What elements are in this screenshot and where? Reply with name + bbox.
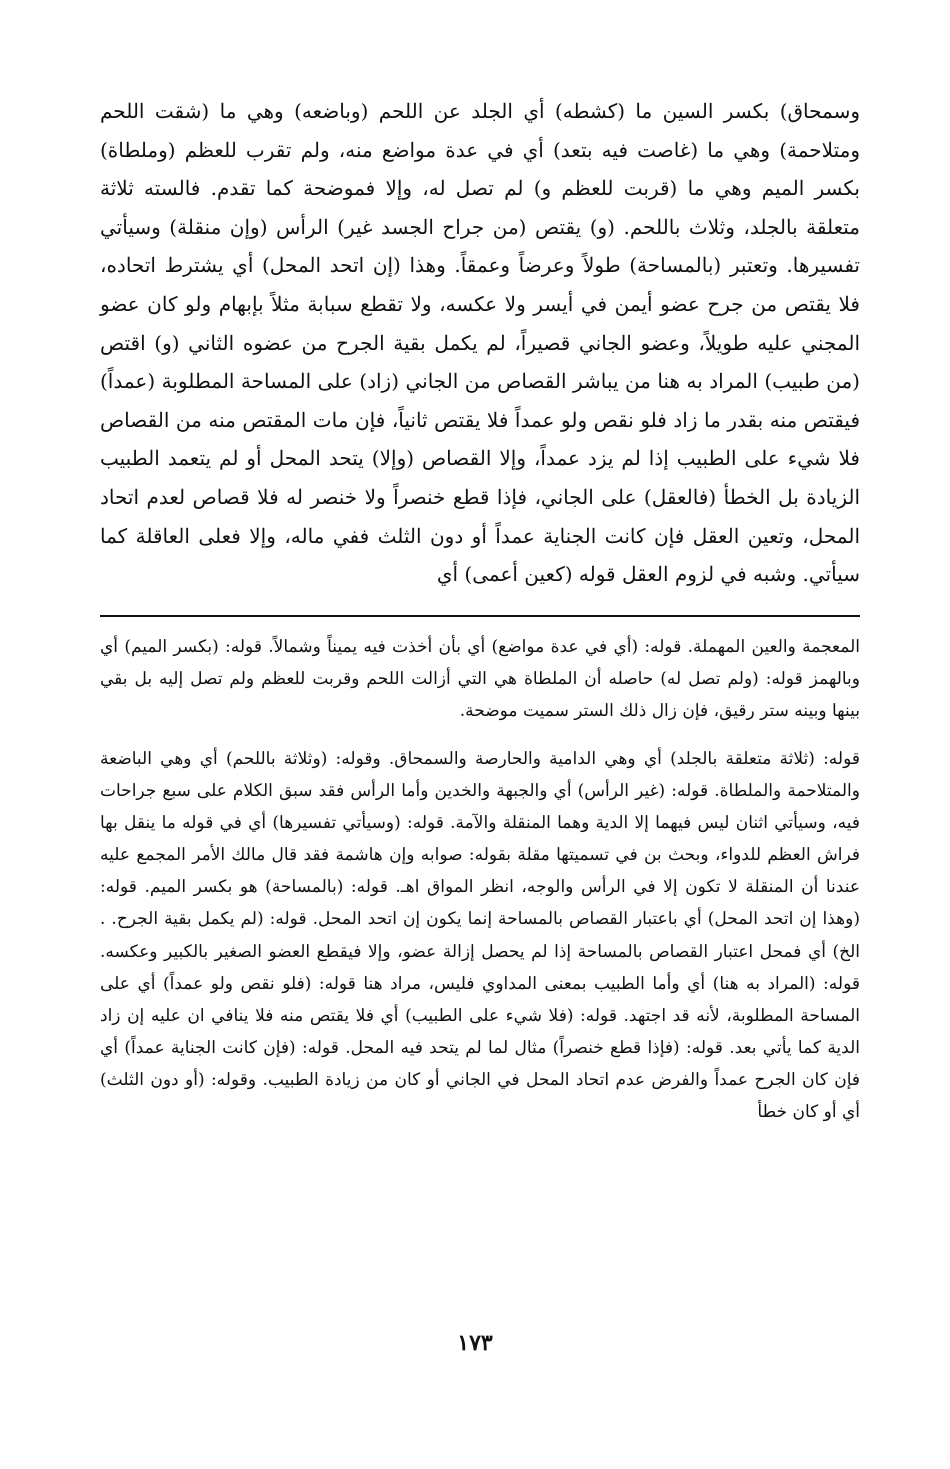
page-number: ١٧٣ (457, 1330, 493, 1356)
main-text-paragraph: وسمحاق) بكسر السين ما (كشطه) أي الجلد عن اللحم (وباضعه) وهي ما (شقت اللحم ومتلاحمة) وهي ما (غاصت فيه بتعد) أي في عدة مواضع منه، ولم تقرب للعظم (وملطاة) بكسر الميم وهي ما (قربت للعظم و) لم تصل له، وإلا فموضحة كما تقدم. فالسته ثلاثة متعلقة بالجلد، وثلاث باللحم. (و) يقتص (من جراح الجسد غير) الرأس (وإن منقلة) وسيأتي تفسيرها. وتعتبر (بالمساحة) طولاً وعرضاً وعمقاً. وهذا (إن اتحد المحل) أي يشترط اتحاده، فلا يقتص من جرح عضو أيمن في أيسر ولا عكسه، ولا تقطع سبابة مثلاً بإبهام ولو كان عضو المجني عليه طويلاً، وعضو الجاني قصيراً، لم يكمل بقية الجرح من عضوه الثاني (و) اقتص (من طبيب) المراد به هنا من يباشر القصاص من الجاني (زاد) على المساحة المطلوبة (عمداً) فيقتص منه بقدر ما زاد فلو نقص ولو عمداً فلا يقتص ثانياً، فإن مات المقتص منه من القصاص فلا شيء على الطبيب إذا لم يزد عمداً، وإلا القصاص (وإلا) يتحد المحل أو لم يتعمد الطبيب الزيادة بل الخطأ (فالعقل) على الجاني، فإذا قطع خنصراً ولا خنصر له فلا قصاص لعدم اتحاد المحل، وتعين العقل فإن كانت الجناية عمداً أو دون الثلث ففي ماله، وإلا فعلى العاقلة كما سيأتي. وشبه في لزوم العقل قوله (كعين أعمى) أي (100, 99, 861, 587)
commentary-paragraph: قوله: (ثلاثة متعلقة بالجلد) أي وهي الدامية والحارصة والسمحاق. وقوله: (وثلاثة باللحم) أي وهي الباضعة والمتلاحمة والملطاة. قوله: (غير الرأس) أي والجبهة والخدين وأما الرأس فقد سبق الكلام على سبع جراحات فيه، وسيأتي اثنان ليس فيهما إلا الدية وهما المنقلة والآمة. قوله: (وسيأتي تفسيرها) أي في قوله ما ينقل بها فراش العظم للدواء، وبحث بن في تسميتها مقلة بقوله: صوابه وإن هاشمة فقد قال مالك الأمر المجمع عليه عندنا أن المنقلة لا تكون إلا في الرأس والوجه، انظر المواق اهـ. قوله: (بالمساحة) هو بكسر الميم. قوله: (وهذا إن اتحد المحل) أي باعتبار القصاص بالمساحة إنما يكون إن اتحد المحل. قوله: (لم يكمل بقية الجرح. . الخ) أي فمحل اعتبار القصاص بالمساحة إذا لم يحصل إزالة عضو، وإلا فيقطع العضو الصغير بالكبير وعكسه. قوله: (المراد به هنا) أي وأما الطبيب بمعنى المداوي فليس، مراد هنا قوله: (فلو نقص ولو عمداً) أي على المساحة المطلوبة، لأنه قد اجتهد. قوله: (فلا شيء على الطبيب) أي فلا يقتص منه فلا ينافي ان عليه إن زاد الدية كما يأتي بعد. قوله: (فإذا قطع خنصراً) مثال لما لم يتحد فيه المحل. قوله: (فإن كانت الجناية عمداً) أي فإن كان الجرح عمداً والفرض عدم اتحاد المحل في الجاني أو كان من زيادة الطبيب. وقوله: (أو دون الثلث) أي أو كان خطأ (100, 749, 860, 1123)
page-content (100, 92, 860, 1128)
commentary-paragraph: المعجمة والعين المهملة. قوله: (أي في عدة مواضع) أي بأن أخذت فيه يميناً وشمالاً. قوله: (بكسر الميم) أي وبالهمز قوله: (ولم تصل له) حاصله أن الملطاة هي التي أزالت اللحم وقربت للعظم ولم تصل إليه بل بقي بينها وبينه ستر رقيق، فإن زال ذلك الستر سميت موضحة. (100, 636, 860, 721)
commentary-block (100, 631, 860, 1128)
main-text-block (100, 92, 860, 594)
footnote-separator (100, 615, 860, 617)
